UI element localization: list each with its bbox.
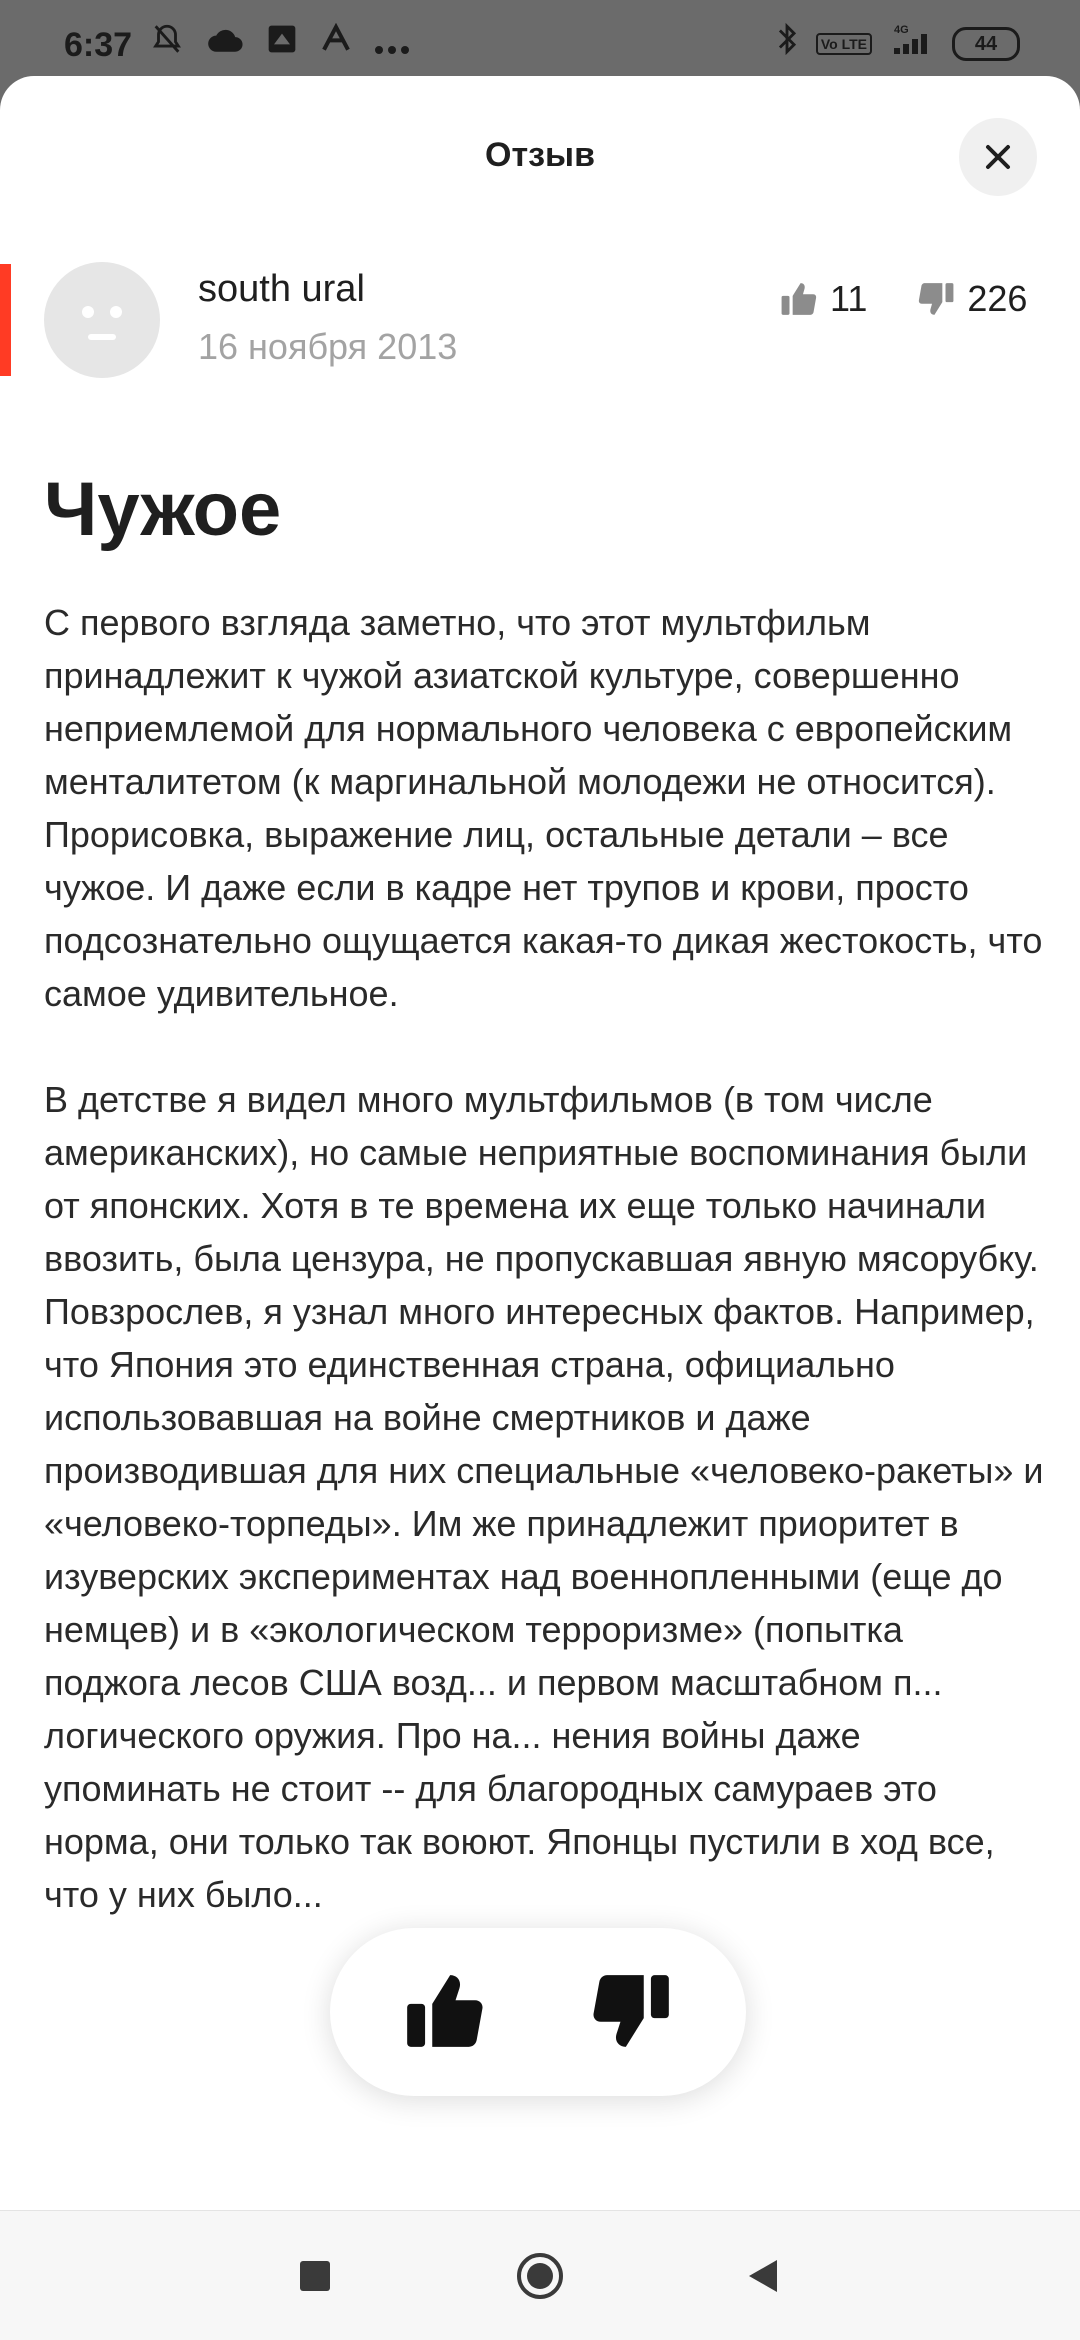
thumbs-down-icon — [590, 1968, 676, 2054]
like-button[interactable] — [400, 1968, 486, 2054]
volte-badge: Vo LTE — [816, 33, 872, 55]
dislike-count — [917, 278, 1027, 320]
bell-off-icon — [150, 22, 184, 65]
back-button[interactable] — [728, 2241, 798, 2311]
app-notification-icon — [266, 23, 298, 64]
status-bar — [0, 0, 1080, 76]
review-body — [44, 596, 1044, 1974]
notification-icons — [150, 22, 410, 65]
dislike-button[interactable] — [590, 1968, 676, 2054]
dislike-count-value: 226 — [967, 278, 1028, 319]
review-paragraph: В детстве я видел много мультфильмов (в том числе американских), но самые неприятные воспоминания были от японских. Хотя в те времена их еще только начинали ввозить, была цензура, не пропускавшая явную мясорубку. Повзрослев, я узнал много интересных фактов. Например, что Япония это единственная страна, официально использовавшая на войне смертников и даже производившая для них специальные «человеко-ракеты» и «человеко-торпеды». Им же принадлежит приоритет в изуверских экспериментах над военнопленными (еще до немцев) и в «экологическом терроризме» (попытка поджога лесов США возд... и первом масштабном п... логического оружия. Про на... нения войны даже упоминать не стоит -- для благородных самураев это норма, они только так воюют. Японцы пустили в ход все, что у них было... — [44, 1079, 1044, 1915]
sheet-title: Отзыв — [485, 136, 595, 174]
battery-indicator: 44 — [952, 27, 1020, 61]
app-notification-icon-2 — [320, 23, 352, 64]
thumbs-down-icon — [917, 281, 955, 317]
recents-button[interactable] — [280, 2241, 350, 2311]
more-icon — [374, 24, 410, 64]
bluetooth-icon — [776, 22, 798, 65]
thumbs-up-icon — [780, 281, 818, 317]
close-icon — [983, 142, 1013, 172]
like-count — [780, 278, 867, 320]
cloud-icon — [206, 24, 244, 64]
review-sheet — [0, 76, 1080, 2210]
review-paragraph: С первого взгляда заметно, что этот мультфильм принадлежит к чужой азиатской культуре, совершенно неприемлемой для нормального человека с европейским менталитетом (к маргинальной молодежи не относится). Прорисовка, выражение лиц, остальные детали – все чужое. И даже если в кадре нет трупов и крови, просто подсознательно ощущается какая-то дикая жестокость, что самое удивительное. — [44, 602, 1043, 1014]
avatar[interactable] — [44, 262, 160, 378]
like-count-value: 11 — [830, 278, 868, 319]
review-date: 16 ноября 2013 — [198, 326, 458, 367]
svg-text:4G: 4G — [894, 24, 909, 36]
thumbs-up-icon — [400, 1968, 486, 2054]
review-accent-bar — [0, 264, 11, 376]
system-icons — [776, 22, 1020, 65]
signal-icon — [890, 22, 934, 65]
triangle-back-icon — [743, 2256, 783, 2296]
system-nav-bar — [0, 2210, 1080, 2340]
rate-review-pill — [330, 1928, 746, 2096]
neutral-face-icon — [44, 262, 160, 378]
close-button[interactable] — [959, 118, 1037, 196]
review-heading: Чужое — [44, 467, 282, 552]
square-icon — [298, 2259, 332, 2293]
review-votes — [780, 278, 1027, 320]
author-name[interactable]: south ural — [198, 268, 365, 310]
status-time: 6:37 — [64, 26, 133, 64]
home-button[interactable] — [505, 2241, 575, 2311]
circle-icon — [515, 2251, 565, 2301]
